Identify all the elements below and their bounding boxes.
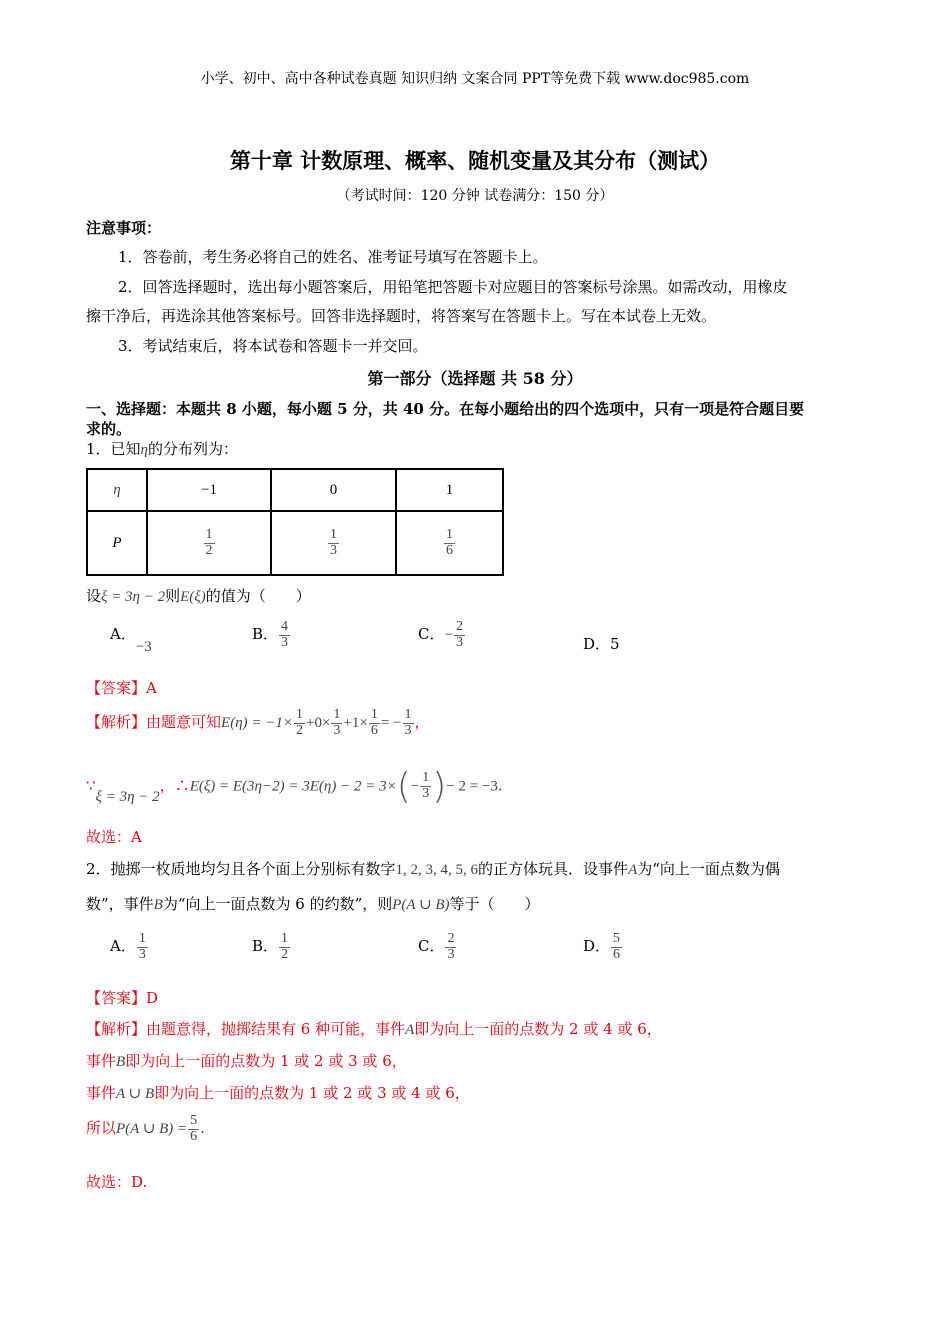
table-row-eta bbox=[87, 469, 503, 511]
q1-choice: 故选：A bbox=[86, 828, 142, 846]
q1-analysis-line2: ∵ξ = 3η − 2，∴E(ξ) = E(3η−2) = 3E(η) − 2 = 3×(− $\frac{1}{3}$ )− 2 = −3. bbox=[86, 766, 503, 807]
q1-option-d: D．5 bbox=[583, 635, 620, 653]
q2-analysis-line4: 所以P(A ∪ B) = $\frac{5}{6}$ . bbox=[86, 1113, 205, 1144]
q1-prefix: 1．已知 bbox=[86, 440, 141, 458]
table-cell: η bbox=[87, 469, 147, 511]
fraction: $\frac{2}{3}$ bbox=[455, 619, 463, 650]
table-cell: 1 bbox=[396, 469, 503, 511]
q2-analysis-line3: 事件A ∪ B即为向上一面的点数为 1 或 2 或 3 或 4 或 6， bbox=[86, 1084, 470, 1102]
q2-option-c: C． $\frac{2}{3}$ bbox=[418, 931, 455, 962]
table-cell: −1 bbox=[147, 469, 271, 511]
fraction: $\frac{1}{6}$ bbox=[446, 526, 453, 558]
q2-option-d: D． $\frac{5}{6}$ bbox=[583, 931, 621, 962]
math-expr: E(ξ) = E(3η−2) = 3E(η) − 2 = 3× bbox=[189, 778, 397, 795]
q1-option-c: C．− $\frac{2}{3}$ bbox=[418, 619, 463, 650]
math-expr: ξ = 3η − 2 bbox=[95, 788, 160, 805]
table-cell: 0 bbox=[271, 469, 396, 511]
q1-question: 设ξ = 3η − 2则E(ξ)的值为（ ） bbox=[86, 587, 311, 605]
section-1-instructions-cont: 求的。 bbox=[86, 420, 132, 438]
q1-stem bbox=[86, 438, 238, 459]
math-expr: E(ξ) bbox=[180, 589, 206, 605]
table-cell bbox=[271, 511, 396, 575]
note-2-cont: 擦干净后，再选涂其他答案标号。回答非选择题时，将答案写在答题卡上。写在本试卷上无效。 bbox=[86, 307, 717, 325]
q2-choice: 故选：D. bbox=[86, 1173, 148, 1191]
table-cell bbox=[147, 511, 271, 575]
math-expr: ξ = 3η − 2 bbox=[101, 589, 166, 605]
q1-var: η bbox=[140, 442, 148, 458]
math-expr: E(η) = −1× bbox=[221, 715, 293, 732]
part-1-title: 第一部分（选择题 共 58 分） bbox=[367, 369, 583, 388]
note-1: 1．答卷前，考生务必将自己的姓名、准考证号填写在答题卡上。 bbox=[118, 248, 548, 266]
q2-option-a: A． $\frac{1}{3}$ bbox=[110, 931, 146, 962]
q2-stem-line2: 数”，事件B为“向上一面点数为 6 的约数”，则P(A ∪ B)等于（ ） bbox=[86, 895, 540, 913]
page-header: 小学、初中、高中各种试卷真题 知识归纳 文案合同 PPT等免费下载 www.doc985.com bbox=[200, 71, 750, 87]
q1-option-a: A．−3 bbox=[110, 625, 152, 655]
notes-heading: 注意事项： bbox=[86, 219, 162, 237]
page-title: 第十章 计数原理、概率、随机变量及其分布（测试） bbox=[229, 148, 721, 173]
q2-analysis-line2: 事件B即为向上一面的点数为 1 或 2 或 3 或 6， bbox=[86, 1052, 407, 1070]
distribution-table bbox=[86, 468, 504, 576]
q2-analysis-line1: 【解析】由题意得，抛掷结果有 6 种可能，事件A即为向上一面的点数为 2 或 4 或 6， bbox=[86, 1020, 662, 1038]
q2-stem-line1: 2．抛掷一枚质地均匀且各个面上分别标有数字1, 2, 3, 4, 5, 6的正方体玩具．设事件A为“向上一面点数为偶 bbox=[86, 860, 780, 878]
math-expr: 1, 2, 3, 4, 5, 6 bbox=[395, 862, 479, 878]
exam-info: （考试时间：120 分钟 试卷满分：150 分） bbox=[336, 188, 614, 204]
q2-answer: 【答案】D bbox=[86, 989, 159, 1007]
note-3: 3．考试结束后，将本试卷和答题卡一并交回。 bbox=[118, 337, 428, 355]
section-1-instructions: 一、选择题：本题共 8 小题，每小题 5 分，共 40 分。在每小题给出的四个选项中，只有一项是符合题目要 bbox=[86, 400, 805, 418]
fraction: $\frac{4}{3}$ bbox=[281, 619, 289, 650]
q1-answer: 【答案】A bbox=[86, 679, 157, 697]
q1-suffix: 的分布列为： bbox=[148, 440, 239, 458]
note-2: 2．回答选择题时，选出每小题答案后，用铅笔把答题卡对应题目的答案标号涂黑。如需改动，用橡皮 bbox=[118, 278, 788, 296]
table-cell: P bbox=[87, 511, 147, 575]
math-expr: P(A ∪ B) bbox=[392, 897, 450, 913]
fraction: $\frac{1}{2}$ bbox=[205, 526, 213, 558]
q2-option-b: B． $\frac{1}{2}$ bbox=[252, 931, 289, 962]
table-cell bbox=[396, 511, 503, 575]
fraction: $\frac{1}{3}$ bbox=[330, 526, 337, 558]
q1-analysis: 【解析】由题意可知E(η) = −1× $\frac{1}{2}$ +0× $\frac{1}{3}$ +1× $\frac{1}{6}$ = − $\frac{1}{3}$ ， bbox=[86, 707, 430, 738]
q1-option-b: B． $\frac{4}{3}$ bbox=[252, 619, 289, 650]
table-row-p bbox=[87, 511, 503, 575]
